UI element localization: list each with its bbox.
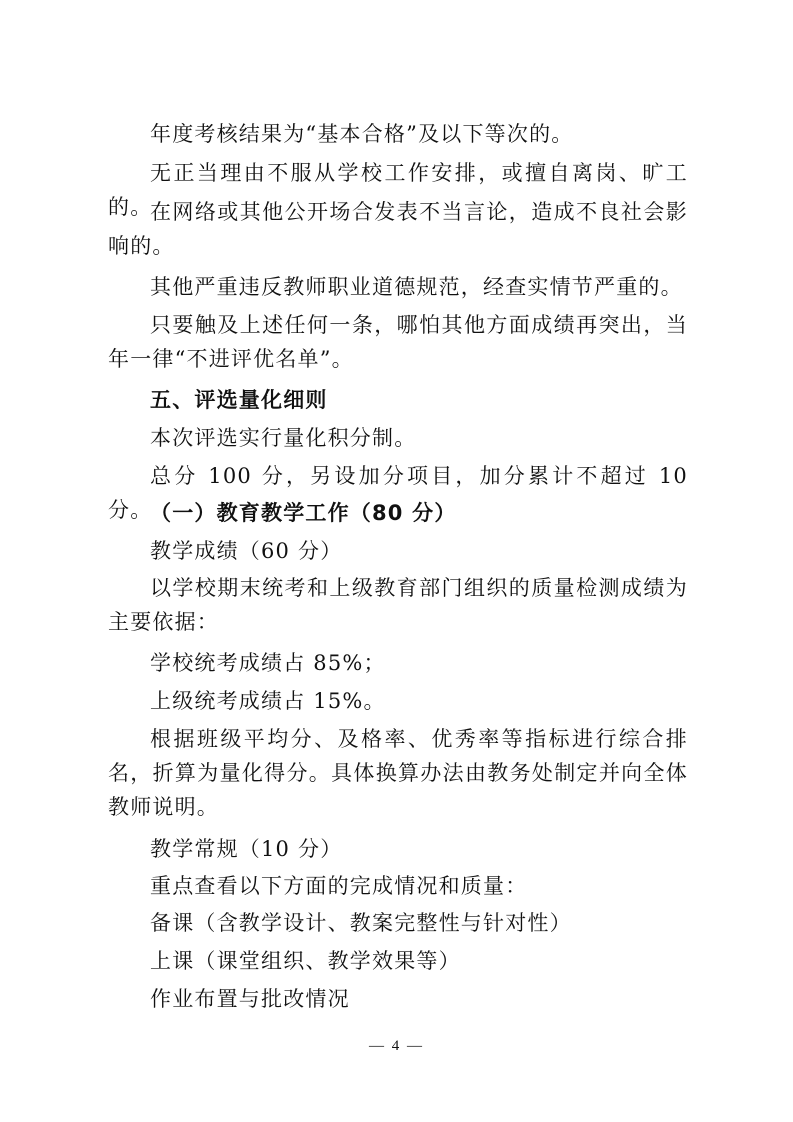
paragraph-exam-basis: 以学校期末统考和上级教育部门组织的质量检测成绩为主要依据： [108, 576, 688, 634]
section-heading-quantification: 五、评选量化细则 [150, 388, 328, 412]
item-teaching-results: 教学成绩（60 分） [150, 539, 343, 563]
paragraph-total-score: 总分 100 分，另设加分项目，加分累计不超过 10 分。 [108, 464, 688, 522]
paragraph-routine-focus: 重点查看以下方面的完成情况和质量： [150, 874, 528, 898]
item-school-exam-weight: 学校统考成绩占 85%； [150, 651, 386, 675]
paragraph-ethics-violation: 其他严重违反教师职业道德规范，经查实情节严重的。 [150, 275, 683, 299]
paragraph-ranking-method: 根据班级平均分、及格率、优秀率等指标进行综合排名，折算为量化得分。具体换算办法由教务处制定并向全体教师说明。 [108, 727, 688, 819]
paragraph-public-remarks: 在网络或其他公开场合发表不当言论，造成不良社会影响的。 [108, 200, 688, 258]
item-lesson-preparation: 备课（含教学设计、教案完整性与针对性） [150, 911, 572, 935]
paragraph-work-arrangement: 无正当理由不服从学校工作安排，或擅自离岗、旷工的。 [108, 161, 688, 219]
page-number: — 4 — [369, 1038, 424, 1054]
paragraph-annual-assessment: 年度考核结果为“基本合格”及以下等次的。 [150, 122, 574, 146]
subsection-heading-teaching-work: （一）教育教学工作（80 分） [150, 501, 457, 525]
paragraph-veto-rule: 只要触及上述任何一条，哪怕其他方面成绩再突出，当年一律“不进评优名单”。 [108, 313, 688, 371]
item-teaching-routine: 教学常规（10 分） [150, 837, 343, 861]
item-classroom-teaching: 上课（课堂组织、教学效果等） [150, 949, 461, 973]
item-homework-grading: 作业布置与批改情况 [150, 987, 350, 1011]
item-higher-exam-weight: 上级统考成绩占 15%。 [150, 689, 386, 713]
paragraph-point-system: 本次评选实行量化积分制。 [150, 426, 417, 450]
